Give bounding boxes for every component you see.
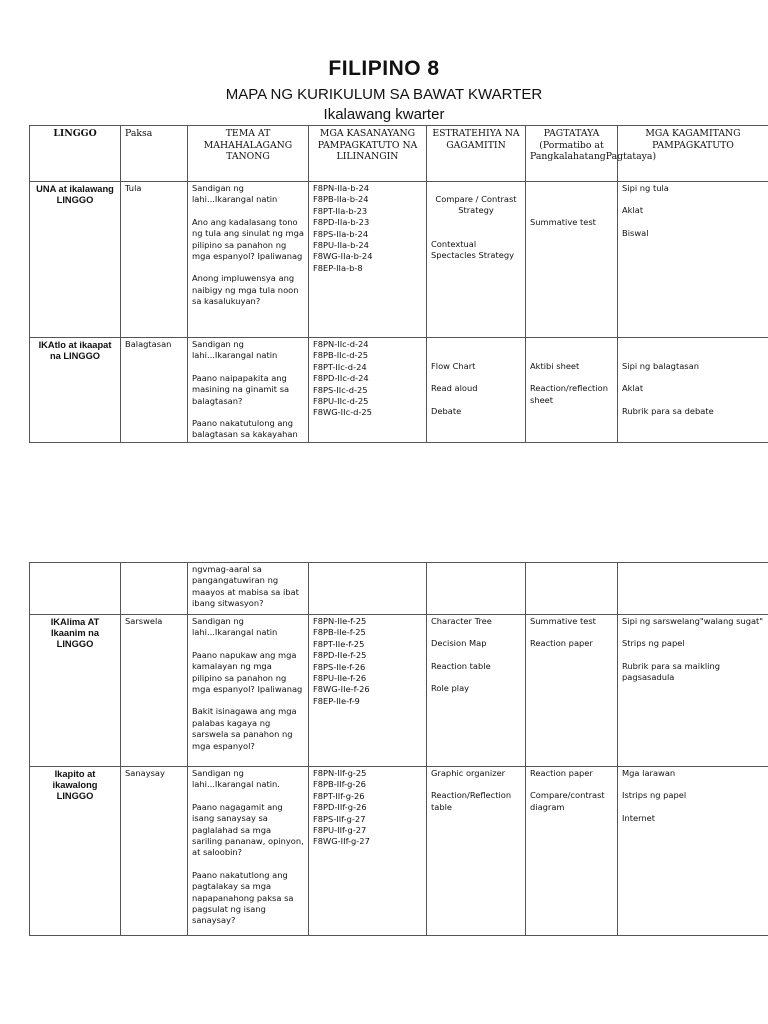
header-tema: TEMA AT MAHAHALAGANG TANONG bbox=[188, 126, 309, 182]
assessment-line: Compare/contrast diagram bbox=[530, 790, 605, 812]
material-line: Biswal bbox=[622, 227, 649, 238]
code-line: F8PN-IIe-f-25 bbox=[313, 616, 367, 626]
kagamitan-cell bbox=[618, 338, 768, 443]
tema-line: Sandigan ng lahi...Ikarangal natin bbox=[192, 616, 278, 638]
week-cell: UNA at ikalawang LINGGO bbox=[30, 182, 121, 338]
strategy-line: Reaction table bbox=[431, 660, 491, 671]
quarter-label: Ikalawang kwarter bbox=[323, 106, 445, 123]
code-line: F8PN-IIf-g-25 bbox=[313, 768, 367, 778]
pagtataya-cell bbox=[526, 767, 618, 936]
tema-line: Sandigan ng lahi...Ikarangal natin bbox=[192, 339, 278, 361]
code-line: F8PD-IIc-d-24 bbox=[313, 373, 369, 384]
estratehiya-cell bbox=[427, 767, 526, 936]
strategy-line: Debate bbox=[431, 405, 462, 416]
tema-cell bbox=[188, 338, 309, 443]
kasanayan-cell bbox=[309, 615, 427, 767]
pagtataya-cell bbox=[526, 615, 618, 767]
strategy-line: Contextual Spectacles Strategy bbox=[431, 238, 515, 261]
strategy-line: Graphic organizer bbox=[431, 768, 506, 778]
code-line: F8EP-IIe-f-9 bbox=[313, 695, 360, 706]
kasanayan-cell bbox=[309, 563, 427, 615]
document-title: FILIPINO 8 bbox=[328, 57, 440, 80]
code-line: F8PT-IIf-g-26 bbox=[313, 790, 365, 801]
code-line: F8PS-IIf-g-27 bbox=[313, 813, 366, 824]
table-row bbox=[30, 338, 768, 443]
material-line: Sipi ng sarswelang"walang sugat" bbox=[622, 616, 764, 626]
kasanayan-cell bbox=[309, 182, 427, 338]
header-paksa: Paksa bbox=[121, 126, 188, 182]
tema-line: Paano nagagamit ang isang sanaysay sa paglalahad sa mga sariling pananaw, opinyon, at saloobin? bbox=[192, 801, 304, 858]
table-header-row bbox=[30, 126, 768, 182]
paksa-cell: Tula bbox=[121, 182, 188, 338]
header-estratehiya: ESTRATEHIYA NA GAGAMITIN bbox=[427, 126, 526, 182]
document-subtitle: MAPA NG KURIKULUM SA BAWAT KWARTER bbox=[225, 86, 543, 103]
code-line: F8PT-IIa-b-23 bbox=[313, 205, 368, 216]
pagtataya-cell bbox=[526, 182, 618, 338]
code-line: F8PS-IIc-d-25 bbox=[313, 384, 368, 395]
code-line: F8PD-IIf-g-26 bbox=[313, 802, 367, 813]
estratehiya-cell bbox=[427, 338, 526, 443]
table-row bbox=[30, 182, 768, 338]
code-line: F8PB-IIa-b-24 bbox=[313, 194, 369, 205]
tema-cell: ngvmag-aaral sa pangangatuwiran ng maayos at mabisa sa ibat ibang sitwasyon? bbox=[188, 563, 309, 615]
week-cell bbox=[30, 563, 121, 615]
curriculum-table-page1 bbox=[29, 125, 768, 443]
code-line: F8PB-IIf-g-26 bbox=[313, 779, 366, 790]
paksa-cell: Sarswela bbox=[121, 615, 188, 767]
assessment-line: Summative test bbox=[530, 217, 596, 227]
kagamitan-cell bbox=[618, 182, 768, 338]
header-kagamitan: MGA KAGAMITANG PAMPAGKATUTO bbox=[618, 126, 768, 182]
material-line: Rubrik para sa debate bbox=[622, 405, 714, 416]
code-line: F8PN-IIa-b-24 bbox=[313, 183, 370, 193]
tema-line: Sandigan ng lahi...Ikarangal natin. bbox=[192, 768, 280, 790]
strategy-line: Flow Chart bbox=[431, 361, 476, 371]
code-line: F8PU-IIe-f-26 bbox=[313, 673, 367, 684]
material-line: Internet bbox=[622, 812, 655, 823]
code-line: F8PD-IIe-f-25 bbox=[313, 650, 367, 661]
table-row bbox=[30, 563, 768, 615]
tema-cell bbox=[188, 767, 309, 936]
tema-line: Bakit isinagawa ang mga palabas kagaya ng sarswela sa panahon ng mga espanyol? bbox=[192, 706, 297, 751]
strategy-line: Role play bbox=[431, 683, 470, 694]
strategy-line: Decision Map bbox=[431, 638, 487, 649]
strategy-line: Read aloud bbox=[431, 383, 478, 394]
week-cell: IKAlima AT Ikaanim na LINGGO bbox=[30, 615, 121, 767]
code-line: F8PU-IIa-b-24 bbox=[313, 240, 369, 251]
tema-line: Paano napukaw ang mga kamalayan ng mga pilipino sa panahon ng mga espanyol? Ipaliwanag bbox=[192, 649, 303, 695]
week-cell: Ikapito at ikawalong LINGGO bbox=[30, 767, 121, 936]
pagtataya-cell bbox=[526, 563, 618, 615]
strategy-line: Compare / Contrast Strategy bbox=[435, 194, 517, 216]
assessment-line: Reaction paper bbox=[530, 768, 593, 778]
estratehiya-cell bbox=[427, 563, 526, 615]
code-line: F8WG-IIa-b-24 bbox=[313, 251, 373, 262]
curriculum-table-page2 bbox=[29, 562, 768, 936]
code-line: F8PS-IIe-f-26 bbox=[313, 661, 366, 672]
tema-line: Ano ang kadalasang tono ng tula ang sinulat ng mga pilipino sa panahon ng mga espanyol? Ipaliwanag bbox=[192, 216, 304, 262]
code-line: F8PT-IIe-f-25 bbox=[313, 638, 365, 649]
code-line: F8EP-IIa-b-8 bbox=[313, 262, 363, 273]
table-row bbox=[30, 767, 768, 936]
header-kasanayan: MGA KASANAYANG PAMPAGKATUTO NA LILINANGIN bbox=[309, 126, 427, 182]
tema-line: Sandigan ng lahi...Ikarangal natin bbox=[192, 183, 278, 205]
kasanayan-cell bbox=[309, 338, 427, 443]
code-line: F8PT-IIc-d-24 bbox=[313, 361, 367, 372]
strategy-line: Reaction/Reflection table bbox=[431, 790, 512, 812]
material-line: Sipi ng tula bbox=[622, 183, 669, 193]
paksa-cell: Sanaysay bbox=[121, 767, 188, 936]
strategy-line: Character Tree bbox=[431, 616, 492, 626]
material-line: Istrips ng papel bbox=[622, 790, 687, 801]
tema-cell bbox=[188, 615, 309, 767]
kasanayan-cell bbox=[309, 767, 427, 936]
assessment-line: Summative test bbox=[530, 616, 596, 626]
header-linggo: LINGGO bbox=[30, 126, 121, 182]
pagtataya-cell bbox=[526, 338, 618, 443]
code-line: F8PB-IIe-f-25 bbox=[313, 627, 366, 638]
paksa-cell: Balagtasan bbox=[121, 338, 188, 443]
week-cell: IKAtlo at ikaapat na LINGGO bbox=[30, 338, 121, 443]
kagamitan-cell bbox=[618, 563, 768, 615]
assessment-line: Reaction/reflection sheet bbox=[530, 383, 608, 405]
assessment-line: Aktibi sheet bbox=[530, 361, 580, 371]
kagamitan-cell bbox=[618, 615, 768, 767]
code-line: F8PS-IIa-b-24 bbox=[313, 228, 369, 239]
estratehiya-cell bbox=[427, 182, 526, 338]
code-line: F8PB-IIc-d-25 bbox=[313, 350, 369, 361]
code-line: F8WG-IIe-f-26 bbox=[313, 684, 370, 695]
material-line: Strips ng papel bbox=[622, 638, 685, 649]
assessment-line: Reaction paper bbox=[530, 638, 593, 649]
tema-line: Paano nakatutlong ang pagtalakay sa mga napapanahong paksa sa pagsulat ng isang sanaysay? bbox=[192, 869, 294, 926]
material-line: Aklat bbox=[622, 205, 644, 216]
material-line: Rubrik para sa maikling pagsasadula bbox=[622, 660, 721, 683]
material-line: Aklat bbox=[622, 383, 644, 394]
code-line: F8PU-IIc-d-25 bbox=[313, 396, 369, 407]
tema-line: Anong impluwensya ang naibigy ng mga tula noon sa kasalukuyan? bbox=[192, 273, 299, 307]
code-line: F8PN-IIc-d-24 bbox=[313, 339, 369, 349]
material-line: Sipi ng balagtasan bbox=[622, 361, 699, 371]
tema-cell bbox=[188, 182, 309, 338]
tema-line: Paano naipapakita ang masining na ginamit sa balagtasan? bbox=[192, 372, 290, 406]
tema-line: Paano nakatutulong ang balagtasan sa kakayahan bbox=[192, 418, 298, 440]
estratehiya-cell bbox=[427, 615, 526, 767]
kagamitan-cell bbox=[618, 767, 768, 936]
material-line: Mga larawan bbox=[622, 768, 676, 778]
code-line: F8PU-IIf-g-27 bbox=[313, 825, 367, 836]
code-line: F8WG-IIc-d-25 bbox=[313, 407, 372, 418]
table-row bbox=[30, 615, 768, 767]
header-pagtataya: PAGTATAYA (Pormatibo at PangkalahatangPagtataya) bbox=[526, 126, 618, 182]
paksa-cell bbox=[121, 563, 188, 615]
code-line: F8WG-IIf-g-27 bbox=[313, 836, 370, 847]
code-line: F8PD-IIa-b-23 bbox=[313, 217, 370, 228]
